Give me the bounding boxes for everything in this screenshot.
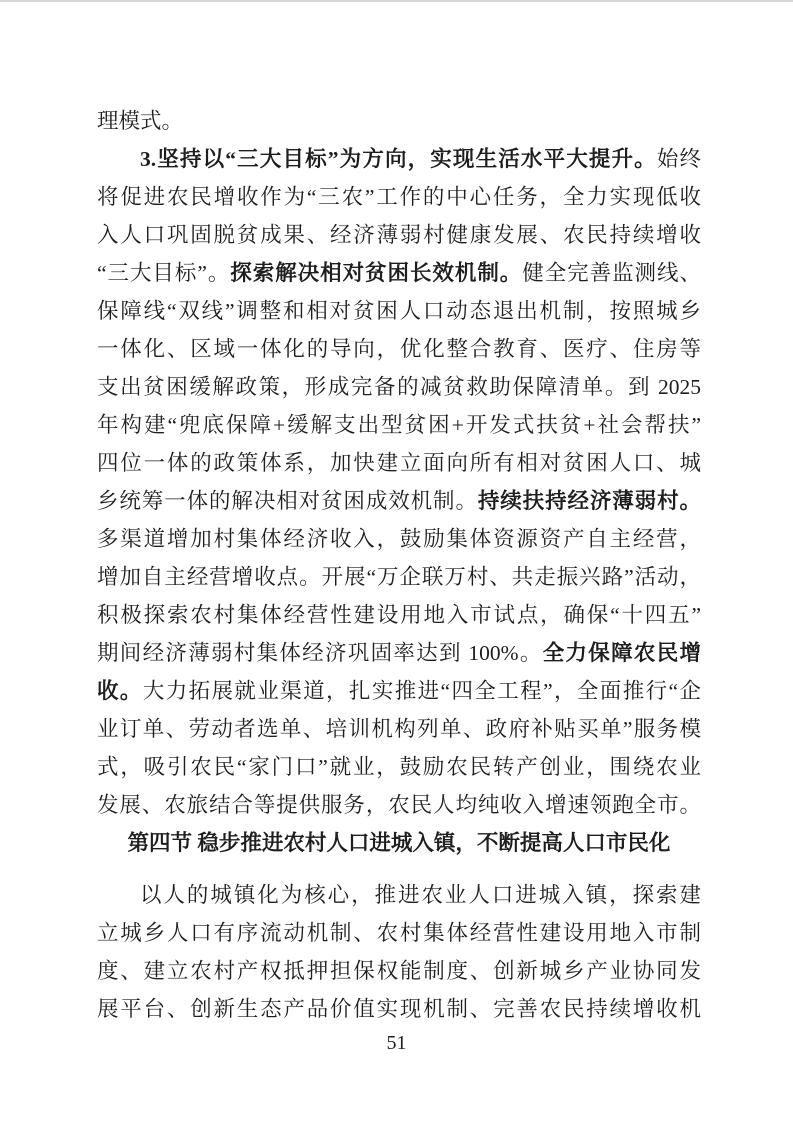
text-line	[97, 672, 701, 710]
text-line	[97, 140, 701, 178]
text-line	[97, 102, 701, 140]
text-line	[97, 786, 701, 824]
text-line	[97, 634, 701, 672]
text-segment: “三大目标”。	[97, 261, 231, 285]
text-segment: 第四节 稳步推进农村人口进城入镇，不断提高人口市民化	[127, 831, 671, 855]
text-line	[97, 292, 701, 330]
text-line	[97, 444, 701, 482]
text-line	[97, 520, 701, 558]
text-segment: 度、建立农村产权抵押担保权能制度、创新城乡产业协同发	[97, 959, 701, 983]
text-line	[97, 406, 701, 444]
text-segment: 理模式。	[97, 109, 184, 133]
text-content	[97, 102, 701, 1028]
text-segment: 入人口巩固脱贫成果、经济薄弱村健康发展、农民持续增收	[97, 223, 701, 247]
text-line	[97, 178, 701, 216]
section-heading	[97, 824, 701, 862]
text-line	[97, 330, 701, 368]
text-line	[97, 990, 701, 1028]
text-line	[97, 368, 701, 406]
text-segment: 一体化、区域一体化的导向，优化整合教育、医疗、住房等	[97, 337, 701, 361]
text-line	[97, 216, 701, 254]
text-segment: 乡统筹一体的解决相对贫困成效机制。	[97, 489, 478, 513]
text-segment: 立城乡人口有序流动机制、农村集体经营性建设用地入市制	[97, 921, 701, 945]
text-segment: 全力保障农民增	[542, 641, 701, 665]
text-segment: 收。	[97, 679, 143, 703]
text-segment: 积极探索农村集体经营性建设用地入市试点，确保“十四五”	[97, 603, 701, 627]
text-line	[97, 876, 701, 914]
text-segment: 增加自主经营增收点。开展“万企联万村、共走振兴路”活动，	[97, 565, 701, 589]
text-segment: 四位一体的政策体系，加快建立面向所有相对贫困人口、城	[97, 451, 701, 475]
text-segment: 将促进农民增收作为“三农”工作的中心任务，全力实现低收	[97, 185, 701, 209]
text-line	[97, 952, 701, 990]
text-segment: 健全完善监测线、	[522, 261, 701, 285]
text-line	[97, 558, 701, 596]
text-segment: 业订单、劳动者选单、培训机构列单、政府补贴买单”服务模	[97, 717, 701, 741]
text-line	[97, 748, 701, 786]
text-segment: 以人的城镇化为核心，推进农业人口进城入镇，探索建	[140, 883, 701, 907]
text-segment: 发展、农旅结合等提供服务，农民人均纯收入增速领跑全市。	[97, 793, 701, 817]
text-line	[97, 254, 701, 292]
text-segment: 年构建“兜底保障+缓解支出型贫困+开发式扶贫+社会帮扶”	[97, 413, 701, 437]
text-segment: 大力拓展就业渠道，扎实推进“四全工程”，全面推行“企	[142, 679, 701, 703]
text-segment: 3.坚持以“三大目标”为方向，实现生活水平大提升。	[140, 147, 657, 171]
text-segment: 期间经济薄弱村集体经济巩固率达到 100%。	[97, 641, 543, 665]
text-segment: 保障线“双线”调整和相对贫困人口动态退出机制，按照城乡	[97, 299, 701, 323]
text-segment: 式，吸引农民“家门口”就业，鼓励农民转产创业，围绕农业	[97, 755, 701, 779]
text-segment: 多渠道增加村集体经济收入，鼓励集体资源资产自主经营，	[97, 527, 701, 551]
text-segment: 持续扶持经济薄弱村。	[477, 489, 701, 513]
text-segment: 支出贫困缓解政策，形成完备的减贫救助保障清单。到 2025	[97, 375, 701, 399]
text-segment: 始终	[656, 147, 701, 171]
text-line	[97, 482, 701, 520]
page-number: 51	[386, 1032, 407, 1054]
text-line	[97, 914, 701, 952]
text-line	[97, 596, 701, 634]
text-segment: 展平台、创新生态产品价值实现机制、完善农民持续增收机	[97, 997, 701, 1021]
text-segment: 探索解决相对贫困长效机制。	[230, 261, 523, 285]
text-line	[97, 710, 701, 748]
